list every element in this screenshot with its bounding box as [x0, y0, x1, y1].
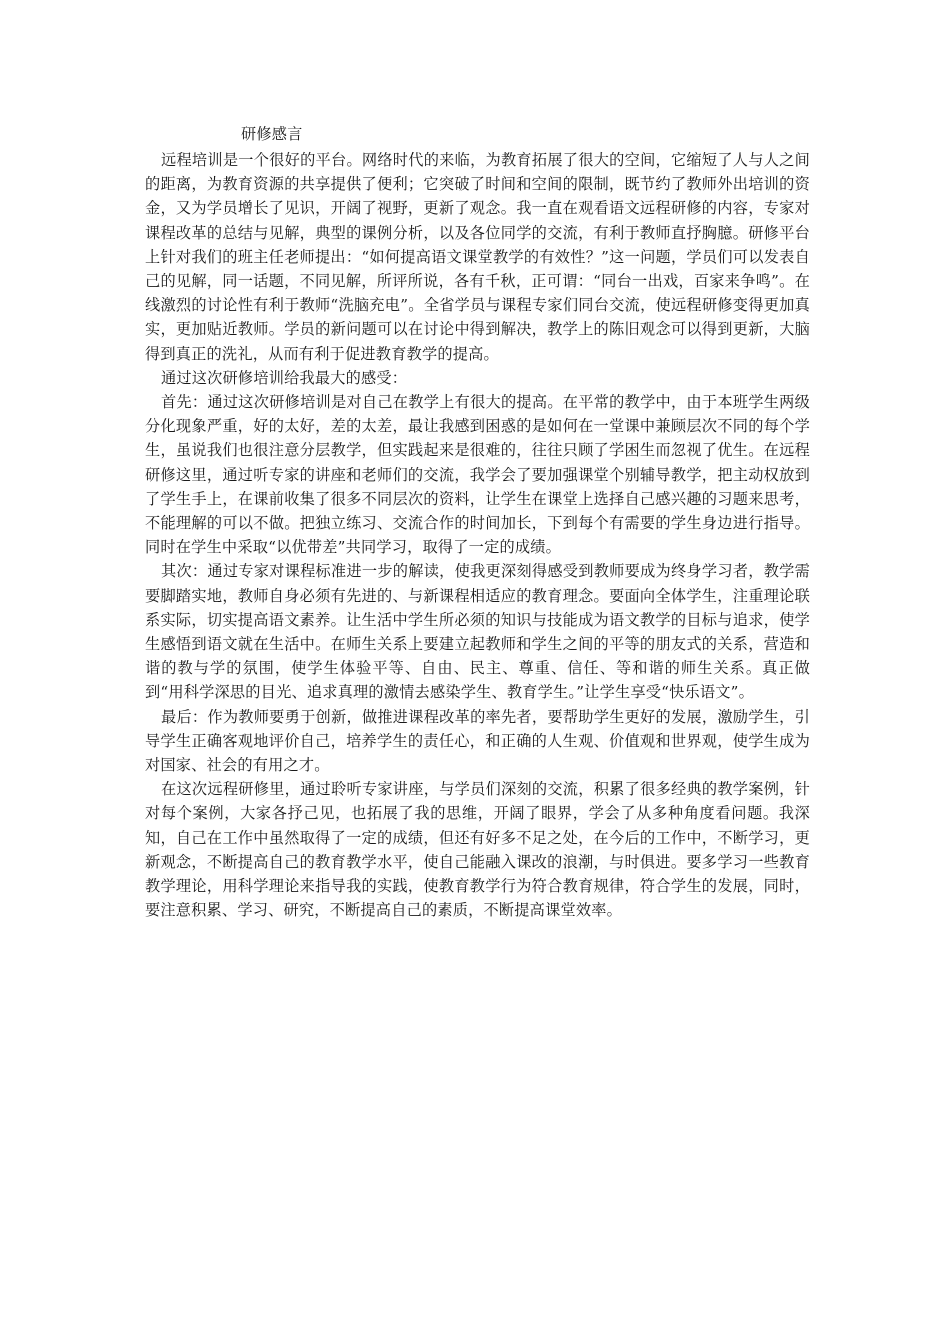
paragraph-first: 首先：通过这次研修培训是对自己在教学上有很大的提高。在平常的教学中，由于本班学生两级分化现象严重，好的太好，差的太差，最让我感到困惑的是如何在一堂课中兼顾层次不同的每个学生，虽说我们也很注意分层教学，但实践起来是很难的，往往只顾了学困生而忽视了优生。在远程研修这里，通过听专家的讲座和老师们的交流，我学会了要加强课堂个别辅导教学，把主动权放到了学生手上，在课前收集了很多不同层次的资料，让学生在课堂上选择自己感兴趣的习题来思考，不能理解的可以不做。把独立练习、交流合作的时间加长，下到每个有需要的学生身边进行指导。同时在学生中采取“以优带差”共同学习，取得了一定的成绩。 — [145, 393, 810, 557]
document-body — [145, 122, 810, 923]
paragraph-second: 其次：通过专家对课程标准进一步的解读，使我更深刻得感受到教师要成为终身学习者，教学需要脚踏实地，教师自身必须有先进的、与新课程相适应的教育理念。要面向全体学生，注重理论联系实际，切实提高语文素养。让生活中学生所必须的知识与技能成为语文教学的目标与追求，使学生感悟到语文就在生活中。在师生关系上要建立起教师和学生之间的平等的朋友式的关系，营造和谐的教与学的氛围，使学生体验平等、自由、民主、尊重、信任、等和谐的师生关系。真正做到“用科学深思的目光、追求真理的激情去感染学生、教育学生。”让学生享受“快乐语文”。 — [145, 562, 810, 702]
paragraph-conclusion: 在这次远程研修里，通过聆听专家讲座，与学员们深刻的交流，积累了很多经典的教学案例，针对每个案例，大家各抒己见，也拓展了我的思维，开阔了眼界，学会了从多种角度看问题。我深知，自己在工作中虽然取得了一定的成绩，但还有好多不足之处，在今后的工作中，不断学习，更新观念，不断提高自己的教育教学水平，使自己能融入课改的浪潮，与时俱进。要多学习一些教育教学理论，用科学理论来指导我的实践，使教育教学行为符合教育规律，符合学生的发展，同时，要注意积累、学习、研究，不断提高自己的素质，不断提高课堂效率。 — [145, 780, 810, 920]
paragraph-intro: 远程培训是一个很好的平台。网络时代的来临，为教育拓展了很大的空间，它缩短了人与人之间的距离，为教育资源的共享提供了便利；它突破了时间和空间的限制，既节约了教师外出培训的资金，又为学员增长了见识，开阔了视野，更新了观念。我一直在观看语文远程研修的内容，专家对课程改革的总结与见解，典型的课例分析，以及各位同学的交流，有利于教师直抒胸臆。研修平台上针对我们的班主任老师提出：“如何提高语文课堂教学的有效性？”这一问题，学员们可以发表自己的见解，同一话题，不同见解，所评所说，各有千秋，正可谓：“同台一出戏，百家来争鸣”。在线激烈的讨论性有利于教师“洗脑充电”。全省学员与课程专家们同台交流，使远程研修变得更加真实，更加贴近教师。学员的新问题可以在讨论中得到解决，教学上的陈旧观念可以得到更新，大脑得到真正的洗礼，从而有利于促进教育教学的提高。 — [145, 151, 810, 363]
paragraph-last: 最后：作为教师要勇于创新，做推进课程改革的率先者，要帮助学生更好的发展，激励学生，引导学生正确客观地评价自己，培养学生的责任心，和正确的人生观、价值观和世界观，使学生成为对国家、社会的有用之才。 — [145, 707, 810, 775]
document-title: 研修感言 — [241, 125, 303, 143]
paragraph-feelings-heading: 通过这次研修培训给我最大的感受： — [161, 368, 408, 387]
